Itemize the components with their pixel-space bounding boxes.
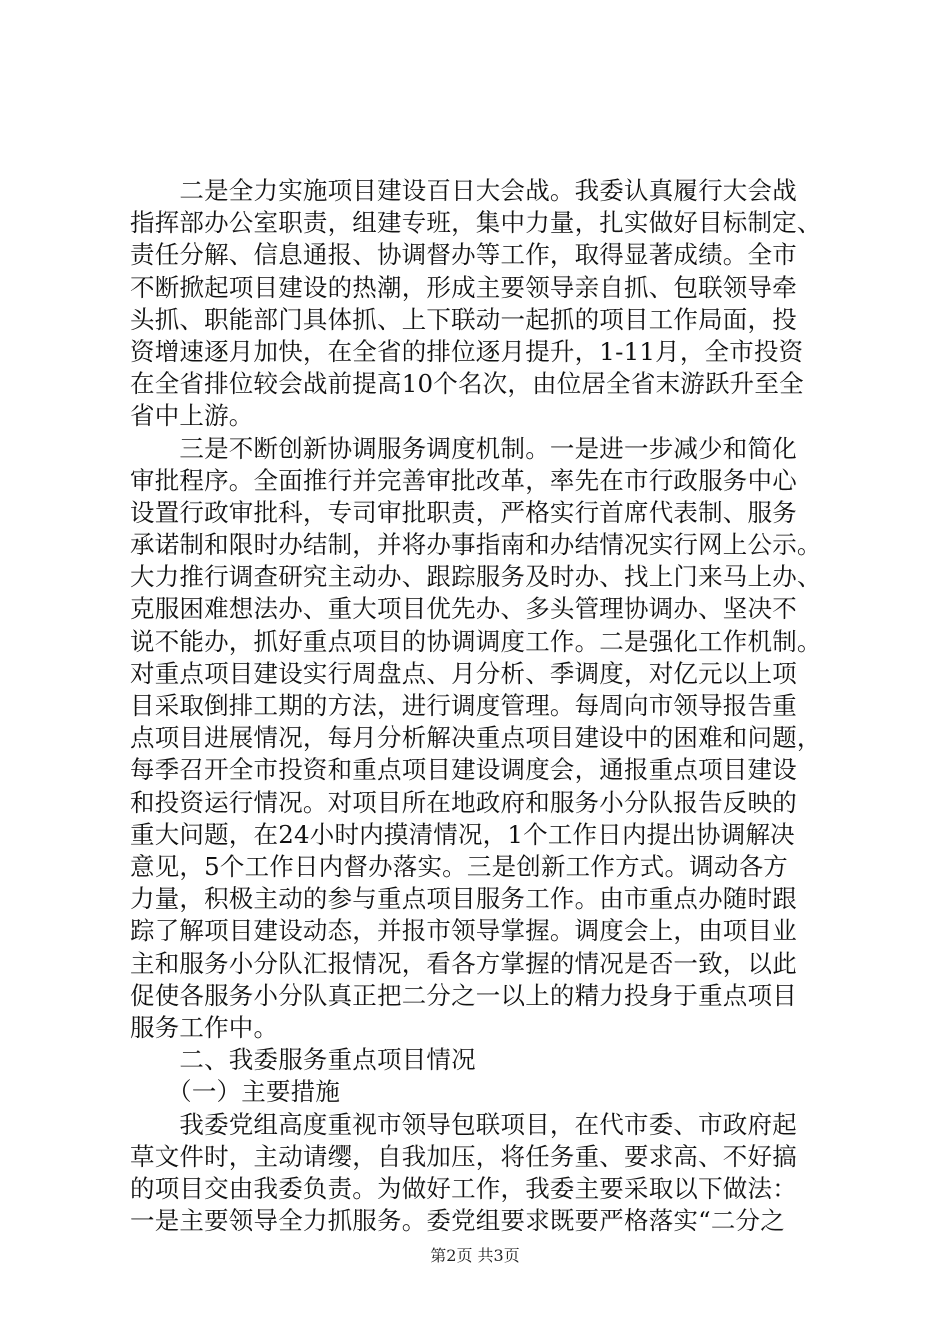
section-heading: 二、我委服务重点项目情况 [130,1045,476,1074]
text-line: 头抓、职能部门具体抓、上下联动一起抓的项目工作局面，投 [130,305,797,334]
text-line: 踪了解项目建设动态，并报市领导掌握。调度会上，由项目业 [130,916,797,945]
text-line: 承诺制和限时办结制，并将办事指南和办结情况实行网上公示。 [130,530,822,559]
text-line: 和投资运行情况。对项目所在地政府和服务小分队报告反映的 [130,788,797,817]
text-line: 在全省排位较会战前提高10个名次，由位居全省末游跃升至全 [130,369,804,398]
text-line: 我委党组高度重视市领导包联项目，在代市委、市政府起 [130,1110,797,1139]
text-line: 服务工作中。 [130,1013,279,1042]
text-line: 主和服务小分队汇报情况，看各方掌握的情况是否一致，以此 [130,949,797,978]
text-line: 一是主要领导全力抓服务。委党组要求既要严格落实“二分之 [130,1206,785,1235]
page-number-footer: 第2页 共3页 [430,1246,520,1265]
text-line: 审批程序。全面推行并完善审批改革，率先在市行政服务中心 [130,466,797,495]
subsection-heading: （一）主要措施 [130,1077,341,1106]
text-line: 点项目进展情况，每月分析解决重点项目建设中的困难和问题， [130,723,822,752]
text-line: 重大问题，在24小时内摸清情况，1个工作日内提出协调解决 [130,820,795,849]
text-line: 设置行政审批科，专司审批职责，严格实行首席代表制、服务 [130,498,797,527]
text-line: 目采取倒排工期的方法，进行调度管理。每周向市领导报告重 [130,691,797,720]
text-line: 资增速逐月加快，在全省的排位逐月提升，1-11月，全市投资 [130,337,804,366]
text-line: 三是不断创新协调服务调度机制。一是进一步减少和简化 [130,434,797,463]
text-line: 每季召开全市投资和重点项目建设调度会，通报重点项目建设 [130,755,797,784]
text-line: 意见，5个工作日内督办落实。三是创新工作方式。调动各方 [130,852,788,881]
text-line: 指挥部办公室职责，组建专班，集中力量，扎实做好目标制定、 [130,208,822,237]
text-line: 二是全力实施项目建设百日大会战。我委认真履行大会战 [130,176,797,205]
text-line: 促使各服务小分队真正把二分之一以上的精力投身于重点项目 [130,981,797,1010]
text-line: 不断掀起项目建设的热潮，形成主要领导亲自抓、包联领导牵 [130,273,797,302]
text-line: 大力推行调查研究主动办、跟踪服务及时办、找上门来马上办、 [130,562,822,591]
text-line: 草文件时，主动请缨，自我加压，将任务重、要求高、不好搞 [130,1142,797,1171]
text-line: 说不能办，抓好重点项目的协调调度工作。二是强化工作机制。 [130,627,822,656]
text-line: 力量，积极主动的参与重点项目服务工作。由市重点办随时跟 [130,884,797,913]
text-line: 责任分解、信息通报、协调督办等工作，取得显著成绩。全市 [130,240,797,269]
text-line: 克服困难想法办、重大项目优先办、多头管理协调办、坚决不 [130,594,797,623]
text-line: 对重点项目建设实行周盘点、月分析、季调度，对亿元以上项 [130,659,797,688]
text-line: 省中上游。 [130,401,254,430]
text-line: 的项目交由我委负责。为做好工作，我委主要采取以下做法： [130,1174,797,1203]
